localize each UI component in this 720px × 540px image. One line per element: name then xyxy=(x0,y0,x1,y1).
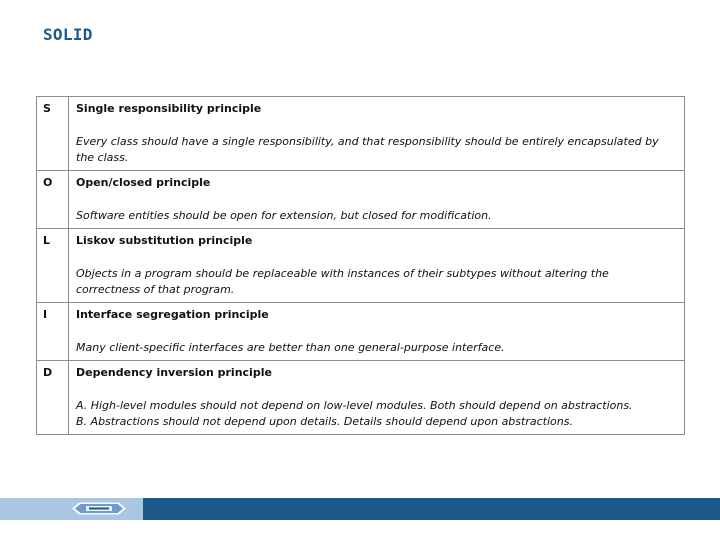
principle-description: Objects in a program should be replaceable with instances of their subtypes without altering the correctness of that program. xyxy=(76,267,609,296)
principle-cell xyxy=(69,229,685,303)
principle-cell xyxy=(69,303,685,361)
principle-description-line-b: B. Abstractions should not depend upon details. Details should depend upon abstractions. xyxy=(76,415,573,428)
principle-description: Many client-specific interfaces are better than one general-purpose interface. xyxy=(76,341,505,354)
principle-letter: I xyxy=(37,303,69,361)
principle-name: Interface segregation principle xyxy=(76,308,269,321)
principle-letter: S xyxy=(37,97,69,171)
principle-cell xyxy=(69,361,685,435)
table-row xyxy=(37,361,685,435)
table-row xyxy=(37,229,685,303)
principle-name: Single responsibility principle xyxy=(76,102,262,115)
principle-name: Dependency inversion principle xyxy=(76,366,272,379)
principle-description: Software entities should be open for extension, but closed for modification. xyxy=(76,209,492,222)
principle-cell xyxy=(69,97,685,171)
principle-letter: D xyxy=(37,361,69,435)
table-row xyxy=(37,303,685,361)
principle-description: Every class should have a single responsibility, and that responsibility should be entirely encapsulated by the class. xyxy=(76,135,659,164)
principle-cell xyxy=(69,171,685,229)
table-row xyxy=(37,97,685,171)
principle-letter: O xyxy=(37,171,69,229)
table-row xyxy=(37,171,685,229)
solid-principles-table xyxy=(36,96,685,435)
principle-name: Open/closed principle xyxy=(76,176,211,189)
principle-description-line-a: A. High-level modules should not depend on low-level modules. Both should depend on abstractions. xyxy=(76,399,633,412)
principle-name: Liskov substitution principle xyxy=(76,234,253,247)
page-title: SOLID xyxy=(43,25,93,44)
company-logo-icon xyxy=(72,502,126,515)
principle-letter: L xyxy=(37,229,69,303)
